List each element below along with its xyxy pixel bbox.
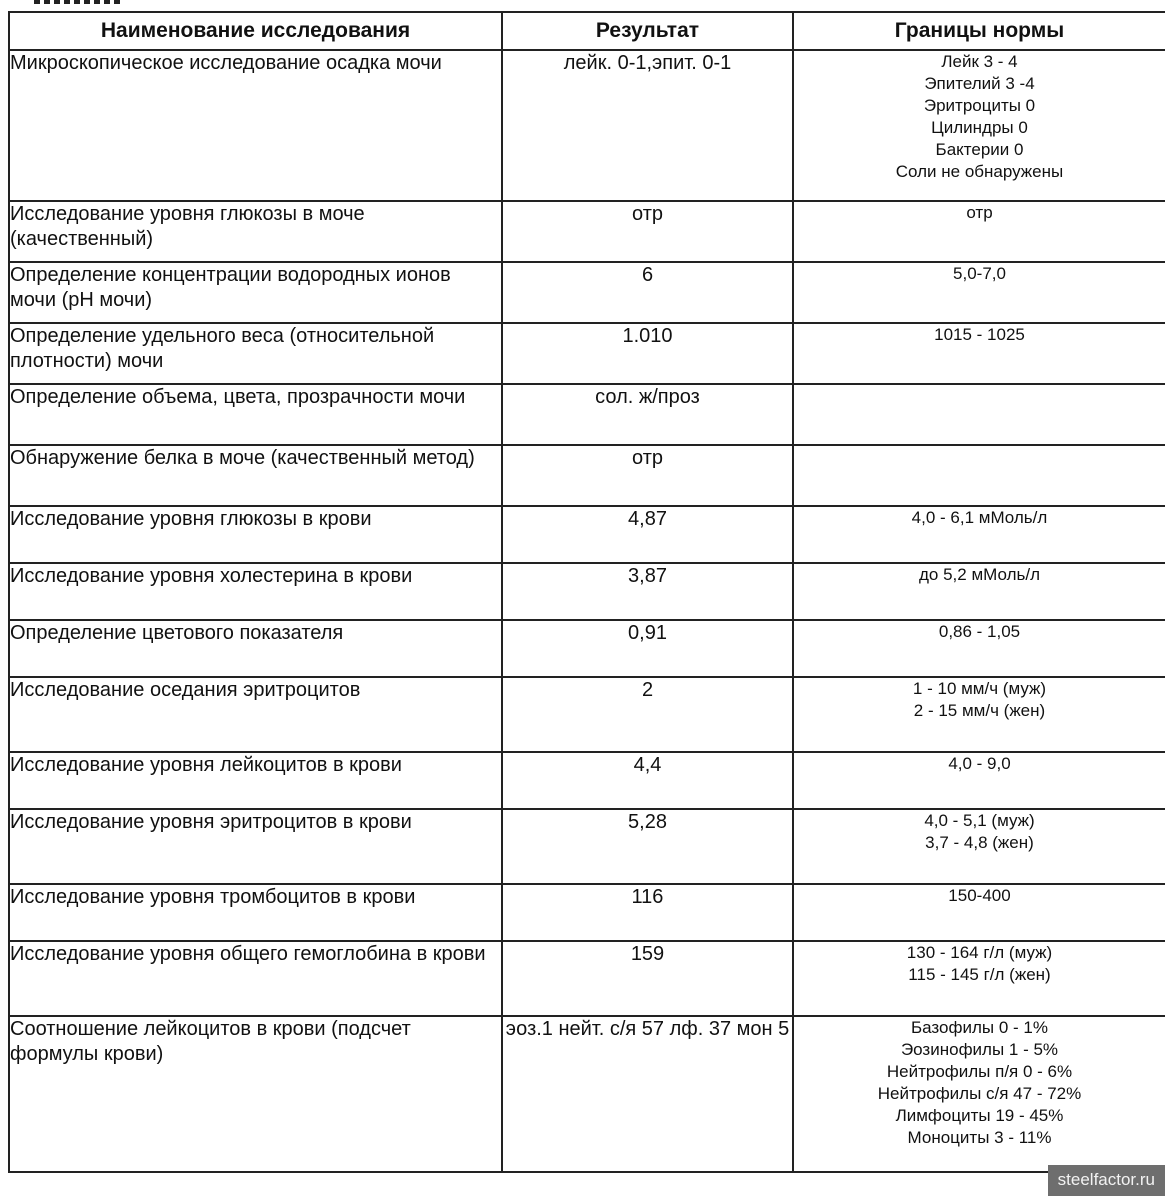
result-cell: лейк. 0-1,эпит. 0-1 <box>502 50 793 201</box>
table-row <box>9 445 1165 506</box>
header-result: Результат <box>502 12 793 50</box>
results-table <box>8 11 1165 1173</box>
norm-line: 130 - 164 г/л (муж) <box>906 943 1053 962</box>
table-row <box>9 563 1165 620</box>
test-name-cell: Исследование уровня глюкозы в моче (качественный) <box>9 201 502 262</box>
norm-line: Бактерии 0 <box>935 140 1024 159</box>
test-name-cell: Определение объема, цвета, прозрачности мочи <box>9 384 502 445</box>
norm-cell <box>793 445 1165 506</box>
norm-cell <box>793 262 1165 323</box>
norm-line: Цилиндры 0 <box>931 118 1028 137</box>
norm-line: 1 - 10 мм/ч (муж) <box>912 679 1047 698</box>
test-name-cell: Определение удельного веса (относительной плотности) мочи <box>9 323 502 384</box>
result-cell: эоз.1 нейт. с/я 57 лф. 37 мон 5 <box>502 1016 793 1172</box>
norm-cell <box>793 506 1165 563</box>
table-row <box>9 201 1165 262</box>
norm-line: 3,7 - 4,8 (жен) <box>925 833 1034 852</box>
test-name-cell: Исследование уровня лейкоцитов в крови <box>9 752 502 809</box>
norm-line: 4,0 - 5,1 (муж) <box>924 811 1035 830</box>
norm-cell <box>793 941 1165 1016</box>
table-row <box>9 323 1165 384</box>
table-row <box>9 1016 1165 1172</box>
table-row <box>9 809 1165 884</box>
norm-line: Нейтрофилы п/я 0 - 6% <box>886 1062 1073 1081</box>
norm-cell <box>793 620 1165 677</box>
result-cell: 5,28 <box>502 809 793 884</box>
norm-cell <box>793 809 1165 884</box>
norm-cell <box>793 201 1165 262</box>
result-cell: 4,4 <box>502 752 793 809</box>
norm-line: 4,0 - 6,1 мМоль/л <box>911 508 1048 527</box>
table-row <box>9 941 1165 1016</box>
table-row <box>9 677 1165 752</box>
test-name-cell: Определение цветового показателя <box>9 620 502 677</box>
norm-line: отр <box>966 203 993 222</box>
page-top-edge-mark <box>34 0 124 4</box>
norm-line: Соли не обнаружены <box>895 162 1064 181</box>
norm-line: Эозинофилы 1 - 5% <box>900 1040 1059 1059</box>
header-norm: Границы нормы <box>793 12 1165 50</box>
test-name-cell: Обнаружение белка в моче (качественный метод) <box>9 445 502 506</box>
result-cell: 4,87 <box>502 506 793 563</box>
table-row <box>9 506 1165 563</box>
table-row <box>9 262 1165 323</box>
table-header-row <box>9 12 1165 50</box>
norm-line: Лейк 3 - 4 <box>941 52 1018 71</box>
test-name-cell: Исследование уровня тромбоцитов в крови <box>9 884 502 941</box>
table-row <box>9 884 1165 941</box>
norm-line: Эпителий 3 -4 <box>924 74 1035 93</box>
test-name-cell: Исследование уровня глюкозы в крови <box>9 506 502 563</box>
result-cell: 159 <box>502 941 793 1016</box>
norm-line: 2 - 15 мм/ч (жен) <box>913 701 1046 720</box>
norm-line: 150-400 <box>948 886 1011 905</box>
table-row <box>9 50 1165 201</box>
header-name: Наименование исследования <box>9 12 502 50</box>
result-cell: сол. ж/проз <box>502 384 793 445</box>
norm-cell <box>793 384 1165 445</box>
result-cell: 6 <box>502 262 793 323</box>
norm-cell <box>793 752 1165 809</box>
result-cell: 1.010 <box>502 323 793 384</box>
norm-line: 115 - 145 г/л (жен) <box>908 965 1051 984</box>
norm-cell <box>793 884 1165 941</box>
norm-line: до 5,2 мМоль/л <box>919 565 1040 584</box>
test-name-cell: Исследование уровня эритроцитов в крови <box>9 809 502 884</box>
norm-line: Базофилы 0 - 1% <box>911 1018 1048 1037</box>
norm-cell <box>793 1016 1165 1172</box>
norm-line: Моноциты 3 - 11% <box>907 1128 1052 1147</box>
norm-line: 1015 - 1025 <box>934 325 1025 344</box>
table-body <box>9 50 1165 1172</box>
norm-line: Лимфоциты 19 - 45% <box>895 1106 1064 1125</box>
norm-line: 4,0 - 9,0 <box>948 754 1011 773</box>
test-name-cell: Микроскопическое исследование осадка мочи <box>9 50 502 201</box>
result-cell: отр <box>502 445 793 506</box>
test-name-cell: Исследование оседания эритроцитов <box>9 677 502 752</box>
table-row <box>9 620 1165 677</box>
norm-line: Нейтрофилы с/я 47 - 72% <box>877 1084 1082 1103</box>
table-row <box>9 752 1165 809</box>
test-name-cell: Определение концентрации водородных ионов мочи (pH мочи) <box>9 262 502 323</box>
norm-cell <box>793 323 1165 384</box>
norm-line: 0,86 - 1,05 <box>938 622 1021 641</box>
result-cell: 0,91 <box>502 620 793 677</box>
norm-cell <box>793 50 1165 201</box>
norm-cell <box>793 563 1165 620</box>
test-name-cell: Соотношение лейкоцитов в крови (подсчет формулы крови) <box>9 1016 502 1172</box>
norm-line: Эритроциты 0 <box>923 96 1036 115</box>
table-row <box>9 384 1165 445</box>
test-name-cell: Исследование уровня холестерина в крови <box>9 563 502 620</box>
norm-cell <box>793 677 1165 752</box>
result-cell: 116 <box>502 884 793 941</box>
result-cell: 2 <box>502 677 793 752</box>
test-name-cell: Исследование уровня общего гемоглобина в крови <box>9 941 502 1016</box>
norm-line: 5,0-7,0 <box>953 264 1006 283</box>
result-cell: 3,87 <box>502 563 793 620</box>
watermark: steelfactor.ru <box>1048 1165 1165 1196</box>
result-cell: отр <box>502 201 793 262</box>
